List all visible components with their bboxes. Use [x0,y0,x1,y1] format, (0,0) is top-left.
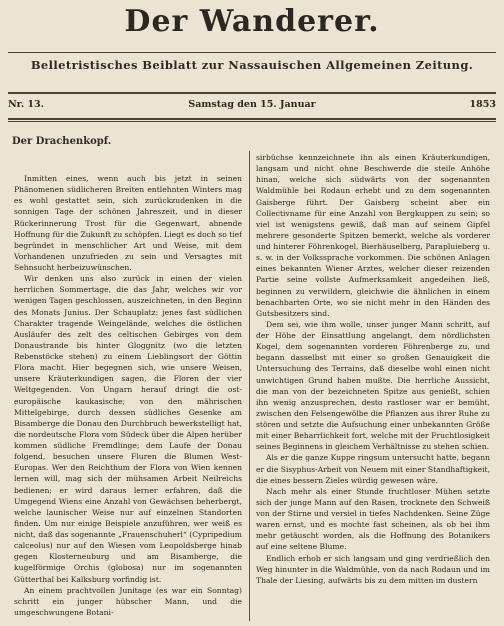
article-title: Der Drachenkopf. [12,136,112,147]
article-paragraph: Nach mehr als einer Stunde fruchtloser Mühen setzte sich der junge Mann auf den Rasen, trocknete den Schweiß von der Stirne und versiel in tiefes Nachdenken. Seine Züge waren ernst, und es mochte fast scheinen, als ob bei ihm mehr getäuscht worden, als die Hoffnung des Botanikers auf eine seltene Blume. [256,486,490,552]
article-paragraph: Dem sei, wie ihm wolle, unser junger Mann schritt, auf der Höhe der Einsattlung angelangt, dem nördlichsten Kogel, dem sogenannten vorderen Föhrenberge zu, und begann dasselbst mit einer so großen Genauigkeit die Untersuchung des Terrains, daß dieselbe wohl einen nicht unwichtigen Grund haben mußte. Die herrliche Aussicht, die man von der bezeichneten Spitze aus genießt, schien ihn wenig anzusprechen, desto rastloser war er bemüht, zwischen den Felsengewölbe die Pflanzen aus ihrer Ruhe zu stören und setzte die Aufsuchung einer unbekannten Größe mit einer Beharrlichkeit fort, welche mit der Fruchtlosigkeit seines Beginnens in gleichem Verhältnisse zu stehen schien. [256,319,490,452]
article-paragraph: An einem prachtvollen Junitage (es war ein Sonntag) schritt ein junger hübscher Mann, und die umgeschwungene Botani- [14,585,242,617]
column-separator [249,151,250,621]
header-rule-top [8,92,496,94]
masthead-subtitle: Belletristisches Beiblatt zur Nassauischen Allgemeinen Zeitung. [30,58,474,72]
article-paragraph: Als er die ganze Kuppe ringsum untersucht hatte, begann er die Sisyphus-Arbeit von Neuem mit einer Standhaftigkeit, die eines bessern Zieles würdig gewesen wäre. [256,453,490,485]
article-column-right [256,152,490,618]
article-paragraph: sirbüchse kennzeichnete ihn als einen Kräuterkundigen, langsam und nicht ohne Beschwerde die steile Anhöhe hinan, welche sich südwärts von der sogenannten Waldmühle bei Rodaun erhebt und zu dem sogenannten Gaisberge führt. Der Gaisberg scheint aber ein Collectivname für eine Anzahl von Bergkuppen zu sein; so viel ist wenigstens gewiß, daß man auf seinem Gipfel mehrere gesonderte Spitzen bemerkt, welche als vorderer und hinterer Föhrenkogel, Bierhäuselberg, Parapluieberg u. s. w. in der Volkssprache vorkommen. Die schönen Anlagen eines bekannten Wiener Arztes, welcher dieser reizenden Partie seine vollste Aufmerksamkeit angedeihen ließ, beginnen zu verwildern, gleichwie die ähnlichen in einem benachbarten Orte, wo sie nicht mehr in den Händen des Gutsbesitzers sind. [256,153,490,318]
article-paragraph: Endlich erhob er sich langsam und ging verdrießlich den Weg hinunter in die Waldmühle, von da nach Rodaun und im Thale der Liesing, aufwärts bis zu dem mitten im dustern [256,553,490,585]
issue-year: 1853 [469,99,496,110]
article-paragraph: Wir denken uns also zurück in einen der vielen herrlichen Sommertage, die das Jahr, welches wir vor wenigen Tagen geschlossen, auszeichneten, in den Beginn des Monats Junius. Der Schauplatz: jenes fast südlichen Charakter tragende Weingelände, welches die östlichen Ausläufer des zelt des celtischen Gebirges von dem Donaustrande bis hinter Gloggnitz (wo die letzten Rebenstöcke stehen) zu einem Lieblingsort der Göttin Flora macht. Hier begegnen sich, wie unsere Weisen, unsere Kräuterkundigen sagen, die Floren der vier Weltgegenden. Von Ungarn herauf dringt die ost-europäische kaukasische; von den mährischen Mittelgebirge, durch dessen südliches Gesenke am Bisamberge die Donau den Durchbruch bewerkstelligt hat, die nordeutsche Flora vom Südeck über die Alpen herüber kommen südliche Fremdlinge; dem Laufe der Donau folgend, besuchen unsere Fluren die Blumen West-Europas. Wer den Reichthum der Flora von Wien kennen lernen will, mag sich der mühsamen Arbeit Neilreichs bedienen; er wird daraus lerner erfahren, daß die Umgegend Wiens eine Anzahl von Gewächsen beherbergt, welche launischer Weise nur auf einzelnen Standorten finden. Um nur einige Beispiele anzuführen, wer weiß es nicht, daß das sogenannte „Frauenschuherl“ (Cypripedium calceolus) nur auf den Wiesen vom Leopoldsberge hinab gegen Klosterneuburg und am Bisamberge, die kugelförmige Orchis (globosa) nur im sogenannten Gütterthal bei Kalksburg vorfindig ist. [14,274,242,584]
issue-number: Nr. 13. [8,99,44,110]
issue-info-bar [8,97,496,113]
header-rule-bottom [8,118,496,120]
masthead-rule [8,52,496,53]
issue-date: Samstag den 15. Januar [188,99,316,110]
masthead-title: Der Wanderer. [124,4,380,39]
article-column-left [14,153,242,619]
header-rule-thin [8,121,496,122]
article-paragraph: Inmitten eines, wenn auch bis jetzt in seinen Phänomenen südlicheren Breiten entlehnten Winters mag es wohl gestattet sein, sich zurückzudenken in die sonnigen Tage der schönen Jahreszeit, und in dieser Rückerinnerung Trost für die Gegenwart, ahnende Hoffnung für die Zukunft zu schöpfen. Liegt es doch so tief begründet in menschlicher Art und Weise, mit dem Vorhandenen unzufrieden zu sein und Versagtes mit Sehnsucht herbeizuwünschen. [14,174,242,272]
